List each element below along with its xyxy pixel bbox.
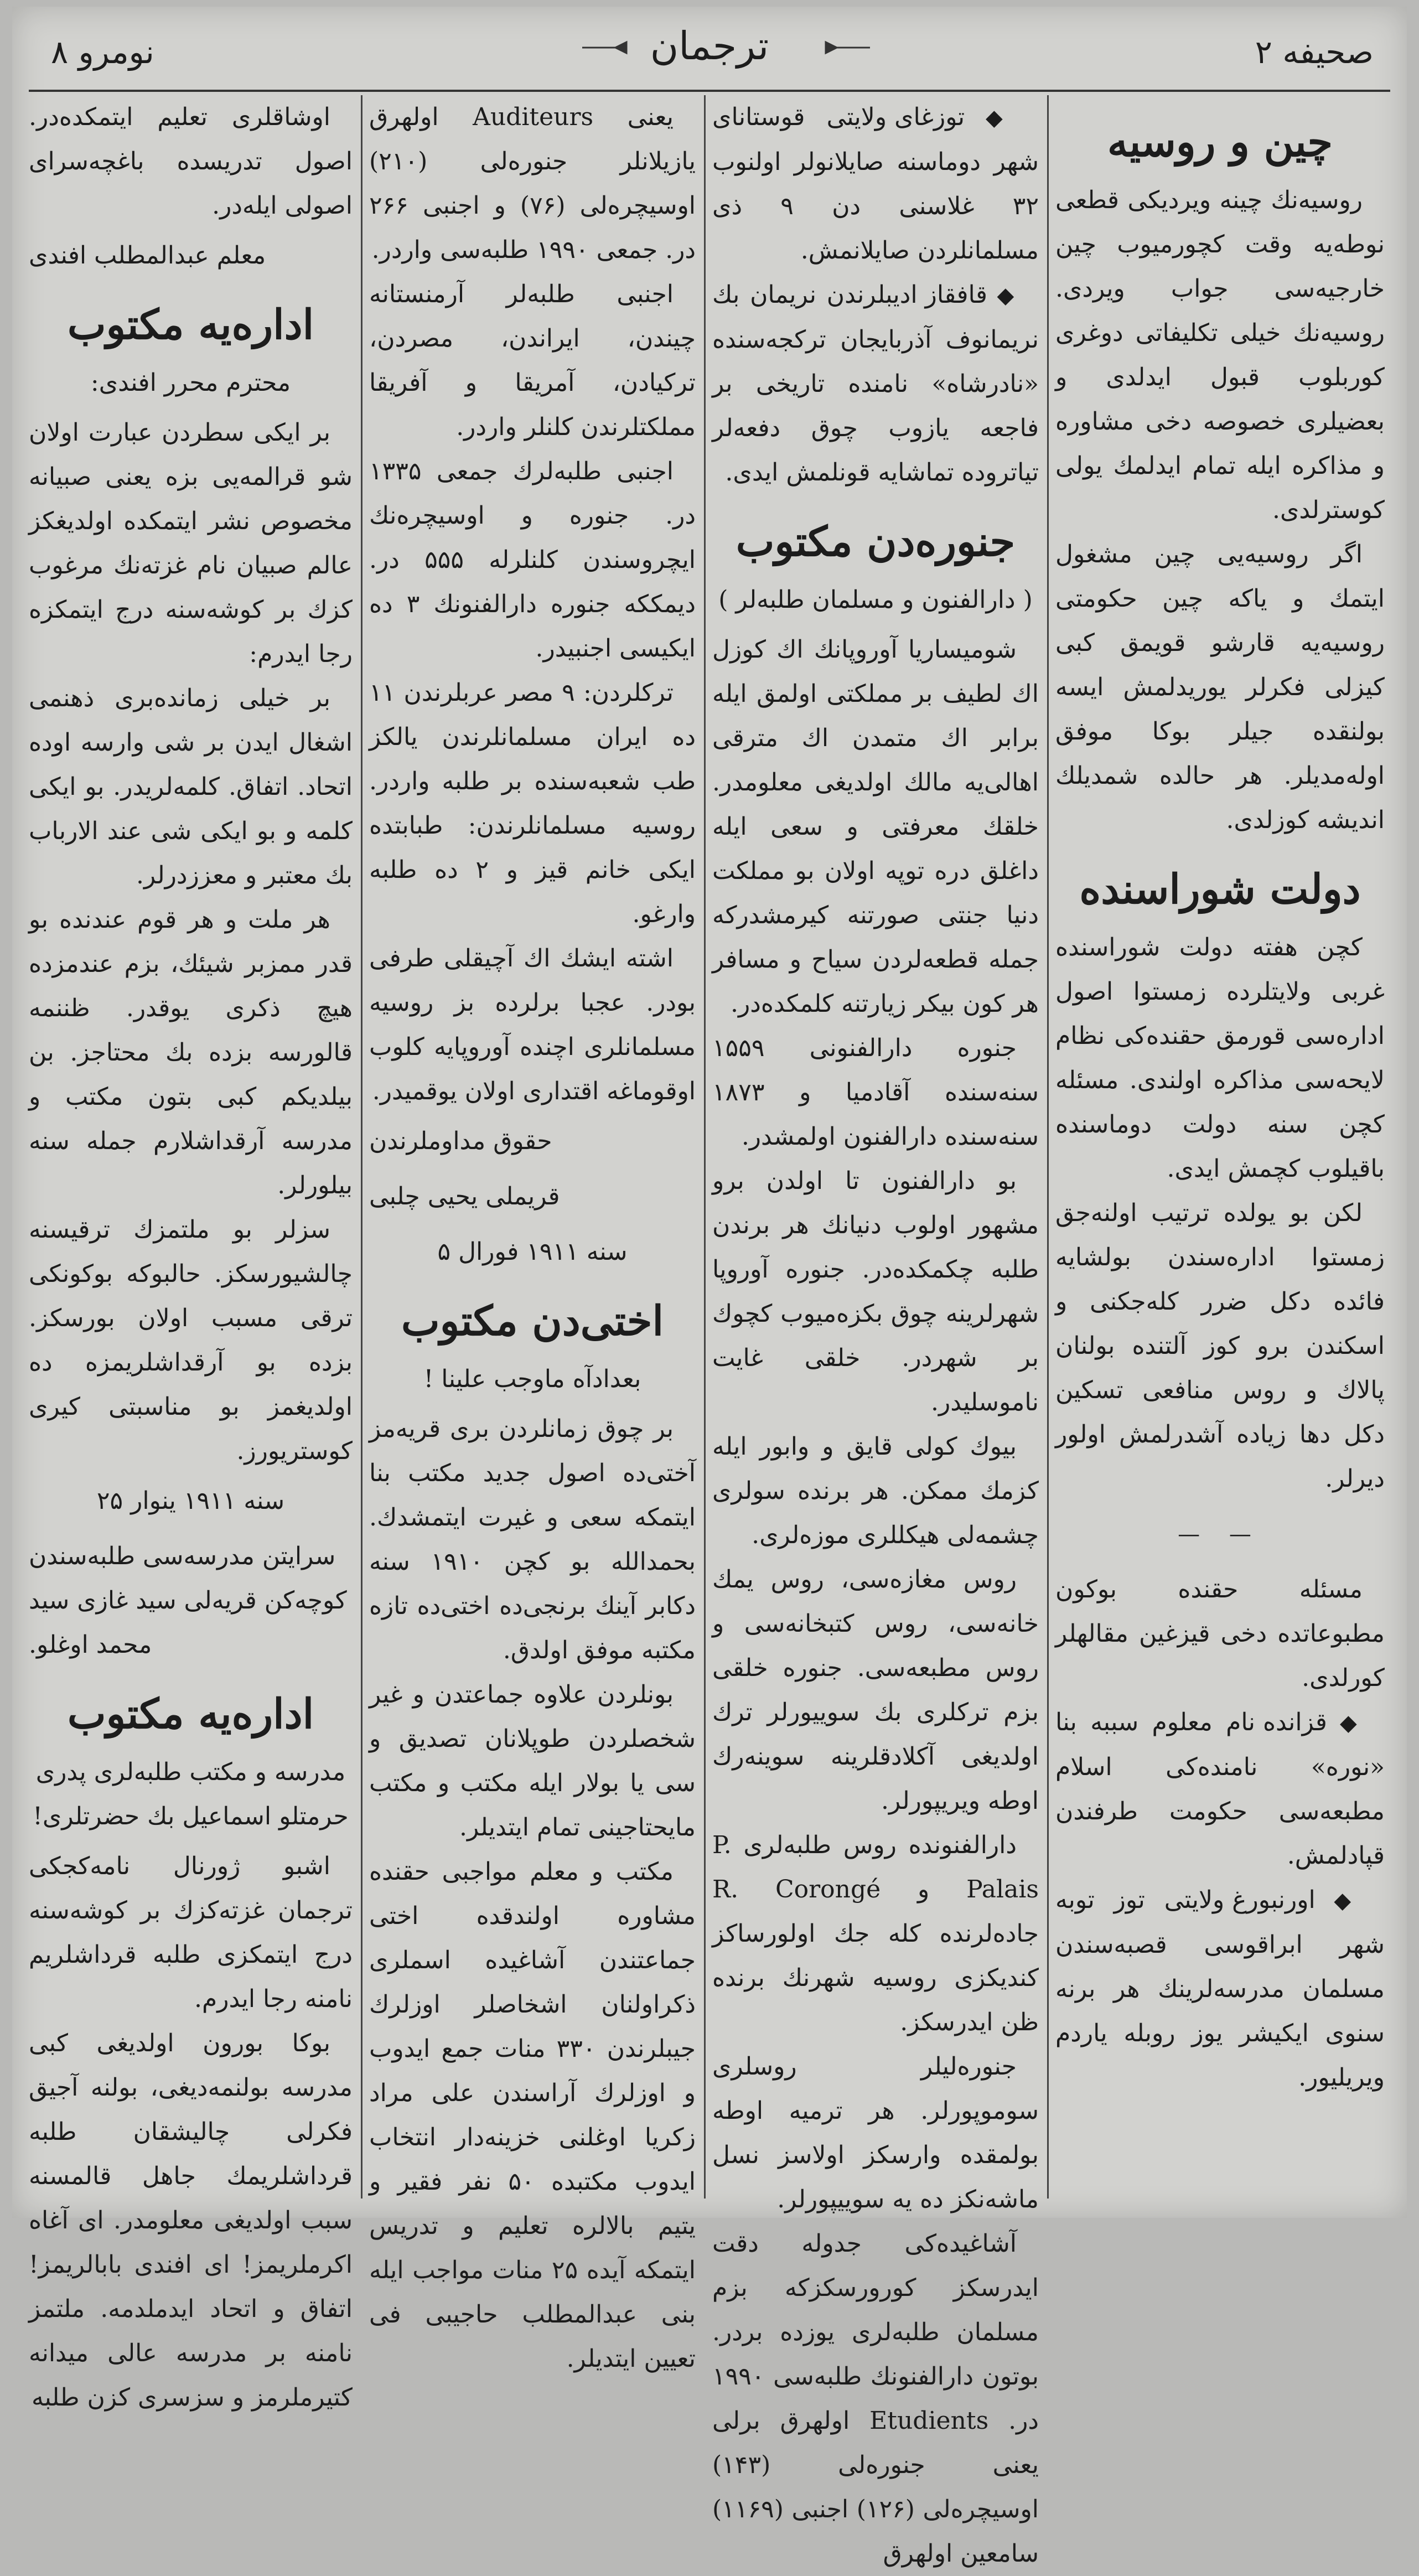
paragraph: اجنبی طلبه‌لر آرمنستانه چیندن، ایراندن، مصردن، ترکیادن، آمریقا و آفریقا مملکتلرندن کلنلر واردر.	[369, 280, 696, 441]
news-item: قزانده نام معلوم سببه بنا «نوره» نامنده‌کی اسلام مطبعه‌سی حکومت طرفندن قپادلمش.	[1055, 1708, 1385, 1870]
salutation: محترم محرر افندی:	[90, 369, 291, 397]
paragraph: بیوك کولی قایق و وابور ایله کزمك ممکن. هر برنده سولری چشمه‌لی هیکللری موزه‌لری.	[712, 1432, 1039, 1549]
letter-date: سنه ۱۹۱۱ ینوار ۲۵	[96, 1487, 285, 1515]
paragraph: بو دارالفنون تا اولدن برو مشهور اولوب دنیانك هر برندن طلبه چکمکده‌در. جنوره آوروپا شهرلرینه چوق بکزه‌میوب کچوك بر شهردر. خلقی غایت ناموسلیدر.	[712, 1167, 1039, 1416]
column-3	[369, 95, 696, 2373]
paragraph: اشبو ژورنال نامه‌کجکی ترجمان غزته‌کزك بر کوشه‌سنه درج ایتمکزی طلبه قرداشلریم نامنه رجا ایدرم.	[29, 1852, 353, 2013]
diamond-bullet-icon: ◆	[987, 283, 1017, 308]
article-title-state-council: دولت شوراسنده	[1079, 866, 1361, 913]
column-divider	[1047, 95, 1049, 2199]
article-title-letter-to-editor-2: اداره‌یه مکتوب	[67, 1690, 314, 1738]
article-title-letter-to-editor: اداره‌یه مکتوب	[67, 301, 314, 349]
salutation: مدرسه و مکتب طلبه‌لری پدری حرمتلو اسماعیل بك حضرتلری!	[33, 1758, 349, 1830]
header-rule	[29, 90, 1390, 92]
paragraph	[712, 273, 1039, 495]
paragraph: اجنبی طلبه‌لرك جمعی ۱۳۳۵ در. جنوره و اوسیچره‌نك ایچروسندن کلنلرله ۵۵۵ در. دیمککه جنوره دارالفنونك ۳ ده ایکیسی اجنبیدر.	[369, 457, 696, 663]
paragraph: دارالفنونده روس طلبه‌لری P. Palais و R. Corongé جاده‌لرنده کله جك اولورساکز کندیکزی روسیه شهرنك برنده ظن ایدرسکز.	[712, 1831, 1039, 2036]
column-divider	[704, 95, 706, 2199]
newspaper-title: ترجمان	[650, 23, 769, 69]
paragraph: شومیساریا آوروپانك اك کوزل اك لطیف بر مملکتی اولمق ایله برابر اك متمدن اك مترقی اهالی‌یه مالك اولدیغی معلومدر. خلقك معرفتی و سعی ایله داغلق دره توپه اولان بو مملکت دنیا جنتی صورتنه کیرمشدرکه جمله قطعه‌لردن سیاح و مسافر هر کون بیکر زیارتنه کلمکده‌در.	[712, 635, 1039, 1018]
diamond-bullet-icon: ◆	[965, 105, 1017, 131]
paragraph: مکتب و معلم مواجبی حقنده مشاوره اولندقده اختی جماعتندن آشاغیده اسملری ذکراولنان اشخاصلر اوزلرك جیبلرندن ۳۳۰ منات جمع ایدوب و اوزلرك آراسندن علی مراد زکریا اوغلنی خزینه‌دار انتخاب ایدوب مکتبده ۵۰ نفر فقیر و یتیم بالالره تعلیم و تدریس ایتمکه آیده ۲۵ منات مواجب ایله بنی عبدالمطلب حاجیبی فی تعیین ایتدیلر.	[369, 1858, 696, 2373]
paragraph: اوشاقلری تعلیم ایتمکده‌در. اصول تدریسده باغچه‌سرای اصولی ایله‌در.	[29, 103, 353, 220]
paragraph: کچن هفته دولت شوراسنده غربی ولایتلرده زمستوا اصول اداره‌سی قورمق حقنده‌کی نظام لایحه‌سی مذاکره اولندی. مسئله کچن سنه دولت دوماسنده باقیلوب کچمش ایدی.	[1055, 933, 1385, 1183]
signature-name: معلم عبدالمطلب افندی	[29, 241, 266, 270]
letter-date: سنه ۱۹۱۱ فورال ۵	[437, 1238, 628, 1266]
paragraph	[1055, 1700, 1385, 1878]
page-number: صحیفه ۲	[1255, 33, 1374, 71]
separator: — —	[1178, 1522, 1262, 1547]
article-subtitle: ( دارالفنون و مسلمان طلبه‌لر )	[718, 586, 1033, 614]
paragraph: ترکلردن: ۹ مصر عربلرندن ۱۱ ده ایران مسلمانلرندن یالکز طب شعبه‌سنده بر طلبه واردر. روسیه مسلمانلرندن: طبابتده ایکی خانم قیز و ۲ ده طلبه وارغو.	[369, 679, 696, 928]
ornament-right-icon	[826, 37, 870, 59]
paragraph	[712, 95, 1039, 273]
news-item: اورنبورغ ولایتی توز توبه شهر ابراقوسی قصبه‌سندن مسلمان مدرسه‌لرینك هر برنه سنوی ایکیشر یوز روبله یاردم ویریلیور.	[1055, 1886, 1385, 2092]
paragraph: بوکا بورون اولدیغی کبی مدرسه بولنمه‌دیغی، بولنه آجیق فکرلی چالیشقان طلبه قرداشلریمك جاهل قالمسنه سبب اولدیغی معلومدر. ای آغاه اکرملریمز! ای افندی بابالریمز! اتفاق و اتحاد ایدملدمه. ملتمز نامنه بر مدرسه عالی میدانه کتیرملرمز و سزسری کزن طلبه	[29, 2029, 353, 2412]
paragraph: لکن بو یولده ترتیب اولنه‌جق زمستوا اداره‌سندن بولشایه فائده دکل ضرر کله‌جکنی و اسکندن برو کوز آلتنده بولنان پالاك و روس منافعی تسکین دکل دها زیاده آشدرلمش اولور دیرلر.	[1055, 1199, 1385, 1493]
paragraph: بر چوق زمانلردن بری قریه‌مز آختی‌ده اصول جدید مکتب بنا ایتمکه سعی و غیرت ایتمشدك. بحمدالله بو کچن ۱۹۱۰ سنه دکابر آینك برنجی‌ده اختی‌ده تازه مکتبه موفق اولدق.	[369, 1415, 696, 1664]
column-2	[712, 95, 1039, 2568]
diamond-bullet-icon: ◆	[1327, 1710, 1363, 1736]
diamond-bullet-icon: ◆	[1315, 1888, 1363, 1913]
paragraph: اگر روسیه‌یی چین مشغول ایتمك و یاکه چین حکومتی روسیه‌یه قارشو قویمق کبی کیزلی فکرلر یوریدلمش ایسه بولنقده جیلر بوکا موفق اوله‌مدیلر. هر حالده شمدیلك اندیشه کوزلدی.	[1055, 540, 1385, 834]
paragraph: جنوره دارالفنونی ۱۵۵۹ سنه‌سنده آقادمیا و ۱۸۷۳ سنه‌سنده دارالفنون اولمشدر.	[712, 1034, 1039, 1151]
paragraph: آشاغیده‌کی جدوله دقت ایدرسکز کورورسکزکه بزم مسلمان طلبه‌لری یوزده بردر. بوتون دارالفنونك طلبه‌سی ۱۹۹۰ در. Etudients اولهرق برلی یعنی جنوره‌لی (۱۴۳) اوسیچره‌لی (۱۲۶) اجنبی (۱۱۶۹) سامعین اولهرق	[712, 2230, 1039, 2568]
paragraph: بر خیلی زمانده‌بری ذهنمی اشغال ایدن بر شی وارسه اوده اتحاد. اتفاق. کلمه‌لریدر. بو ایکی کلمه و بو ایکی شی عند الارباب بك معتبر و معززدرلر.	[29, 684, 353, 889]
news-item: توزغای ولایتی قوستانای شهر دوماسنه صایلانولر اولنوب ۳۲ غلاسنی دن ۹ ذی مسلمانلردن صایلانمش.	[712, 103, 1039, 265]
paragraph: جنوره‌لیلر روسلری سوموپورلر. هر ترمیه اوطه بولمقده وارسکز اولاسز نسل ماشه‌نکز ده یه سوییپورلر.	[712, 2052, 1039, 2213]
column-divider	[361, 95, 362, 2199]
paragraph: یعنی Auditeurs اولهرق یازیلانلر جنوره‌لی (۲۱۰) اوسیچره‌لی (۷۶) و اجنبی ۲۶۶ در. جمعی ۱۹۹۰ طلبه‌سی واردر.	[369, 103, 696, 264]
masthead	[29, 12, 1390, 90]
signature-name: قریملی یحیی چلبی	[369, 1182, 560, 1211]
article-title-china-russia: چین و روسیه	[1107, 118, 1333, 166]
paragraph: بر ایکی سطردن عبارت اولان شو قرالمه‌یی بزه یعنی صبیانه مخصوص نشر ایتمکده اولدیغکز عالم صبیان نام غزته‌نك مرغوب کزك بر کوشه‌سنه درج ایتمکزه رجا ایدرم:	[29, 418, 353, 668]
paragraph: هر ملت و هر قوم عندنده بو قدر ممزبر شیئك، بزم عندمزده هیچ ذکری یوقدر. ظننمه قالورسه بزده بك محتاجز. بن بیلدیکم کبی بتون مکتب و مدرسه آرقداشلارم جمله سنه بیلورلر.	[29, 906, 353, 1199]
column-1	[1055, 95, 1385, 2199]
article-title-akhti-letter: اختی‌دن مکتوب	[401, 1297, 664, 1345]
issue-number: نومرو ۸	[51, 33, 154, 71]
paragraph: اشته ایشك اك آچیقلی طرفی بودر. عجبا برلرده بز روسیه مسلمانلری اچنده آوروپایه کلوب اوقوماغه اقتداری اولان یوقمیدر.	[369, 944, 696, 1105]
article-subtitle: بعدادآه ماوجب علینا !	[423, 1365, 641, 1393]
paragraph: سزلر بو ملتمزك ترقیسنه چالشیورسکز. حالبوکه بوکونکی ترقی مسبب اولان بورسکز. بزده بو آرقداشلریمزه ده اولدیغمز بو مناسبتی کیری کوستریورز.	[29, 1215, 353, 1465]
news-item: قافقاز ادیبلرندن نریمان بك نریمانوف آذربایجان ترکجه‌سنده «نادرشاه» نامنده تاریخی بر فاجعه یازوب چوق دفعه‌لر تیاتروده تماشایه قونلمش ایدی.	[712, 281, 1039, 487]
paragraph: روس مغازه‌سی، روس یمك خانه‌سی، روس کتبخانه‌سی و روس مطبعه‌سی. جنوره خلقی بزم ترکلری بك سوییورلر ترك اولدیغی آکلادقلرینه سوینه‌رك اوطه ویریپورلر.	[712, 1565, 1039, 1815]
signature-name: سرایتن مدرسه‌سی طلبه‌سندن کوچه‌کن قریه‌لی سید غازی سید محمد اوغلو.	[29, 1542, 347, 1659]
paragraph	[1055, 1878, 1385, 2100]
article-title-geneva-letter: جنوره‌دن مکتوب	[736, 518, 1016, 566]
paragraph: مسئله حقنده بوکون مطبوعاتده دخی قیزغین مقالهلر کورلدی.	[1055, 1575, 1385, 1692]
newspaper-page	[12, 7, 1407, 2568]
paragraph: بونلردن علاوه جماعتدن و غیر شخصلردن طوپلانان تصدیق و سی یا بولار ایله مکتب و مکتب مایحتاجینی تمام ایتدیلر.	[369, 1680, 696, 1842]
signature-title: حقوق مداوملرندن	[369, 1127, 552, 1155]
column-4	[29, 95, 353, 2412]
paragraph: روسیه‌نك چینه ویردیکی قطعی نوطه‌یه وقت کچورمیوب چین خارجیه‌سی جواب ویردی. روسیه‌نك خیلی تکلیفاتی دوغری کوربلوب قبول ایدلدی و بعضیلری خصوصه دخی مشاوره و مذاکره ایله تمام ایدلمك یولی کوسترلدی.	[1055, 186, 1385, 524]
ornament-left-icon	[582, 37, 626, 59]
